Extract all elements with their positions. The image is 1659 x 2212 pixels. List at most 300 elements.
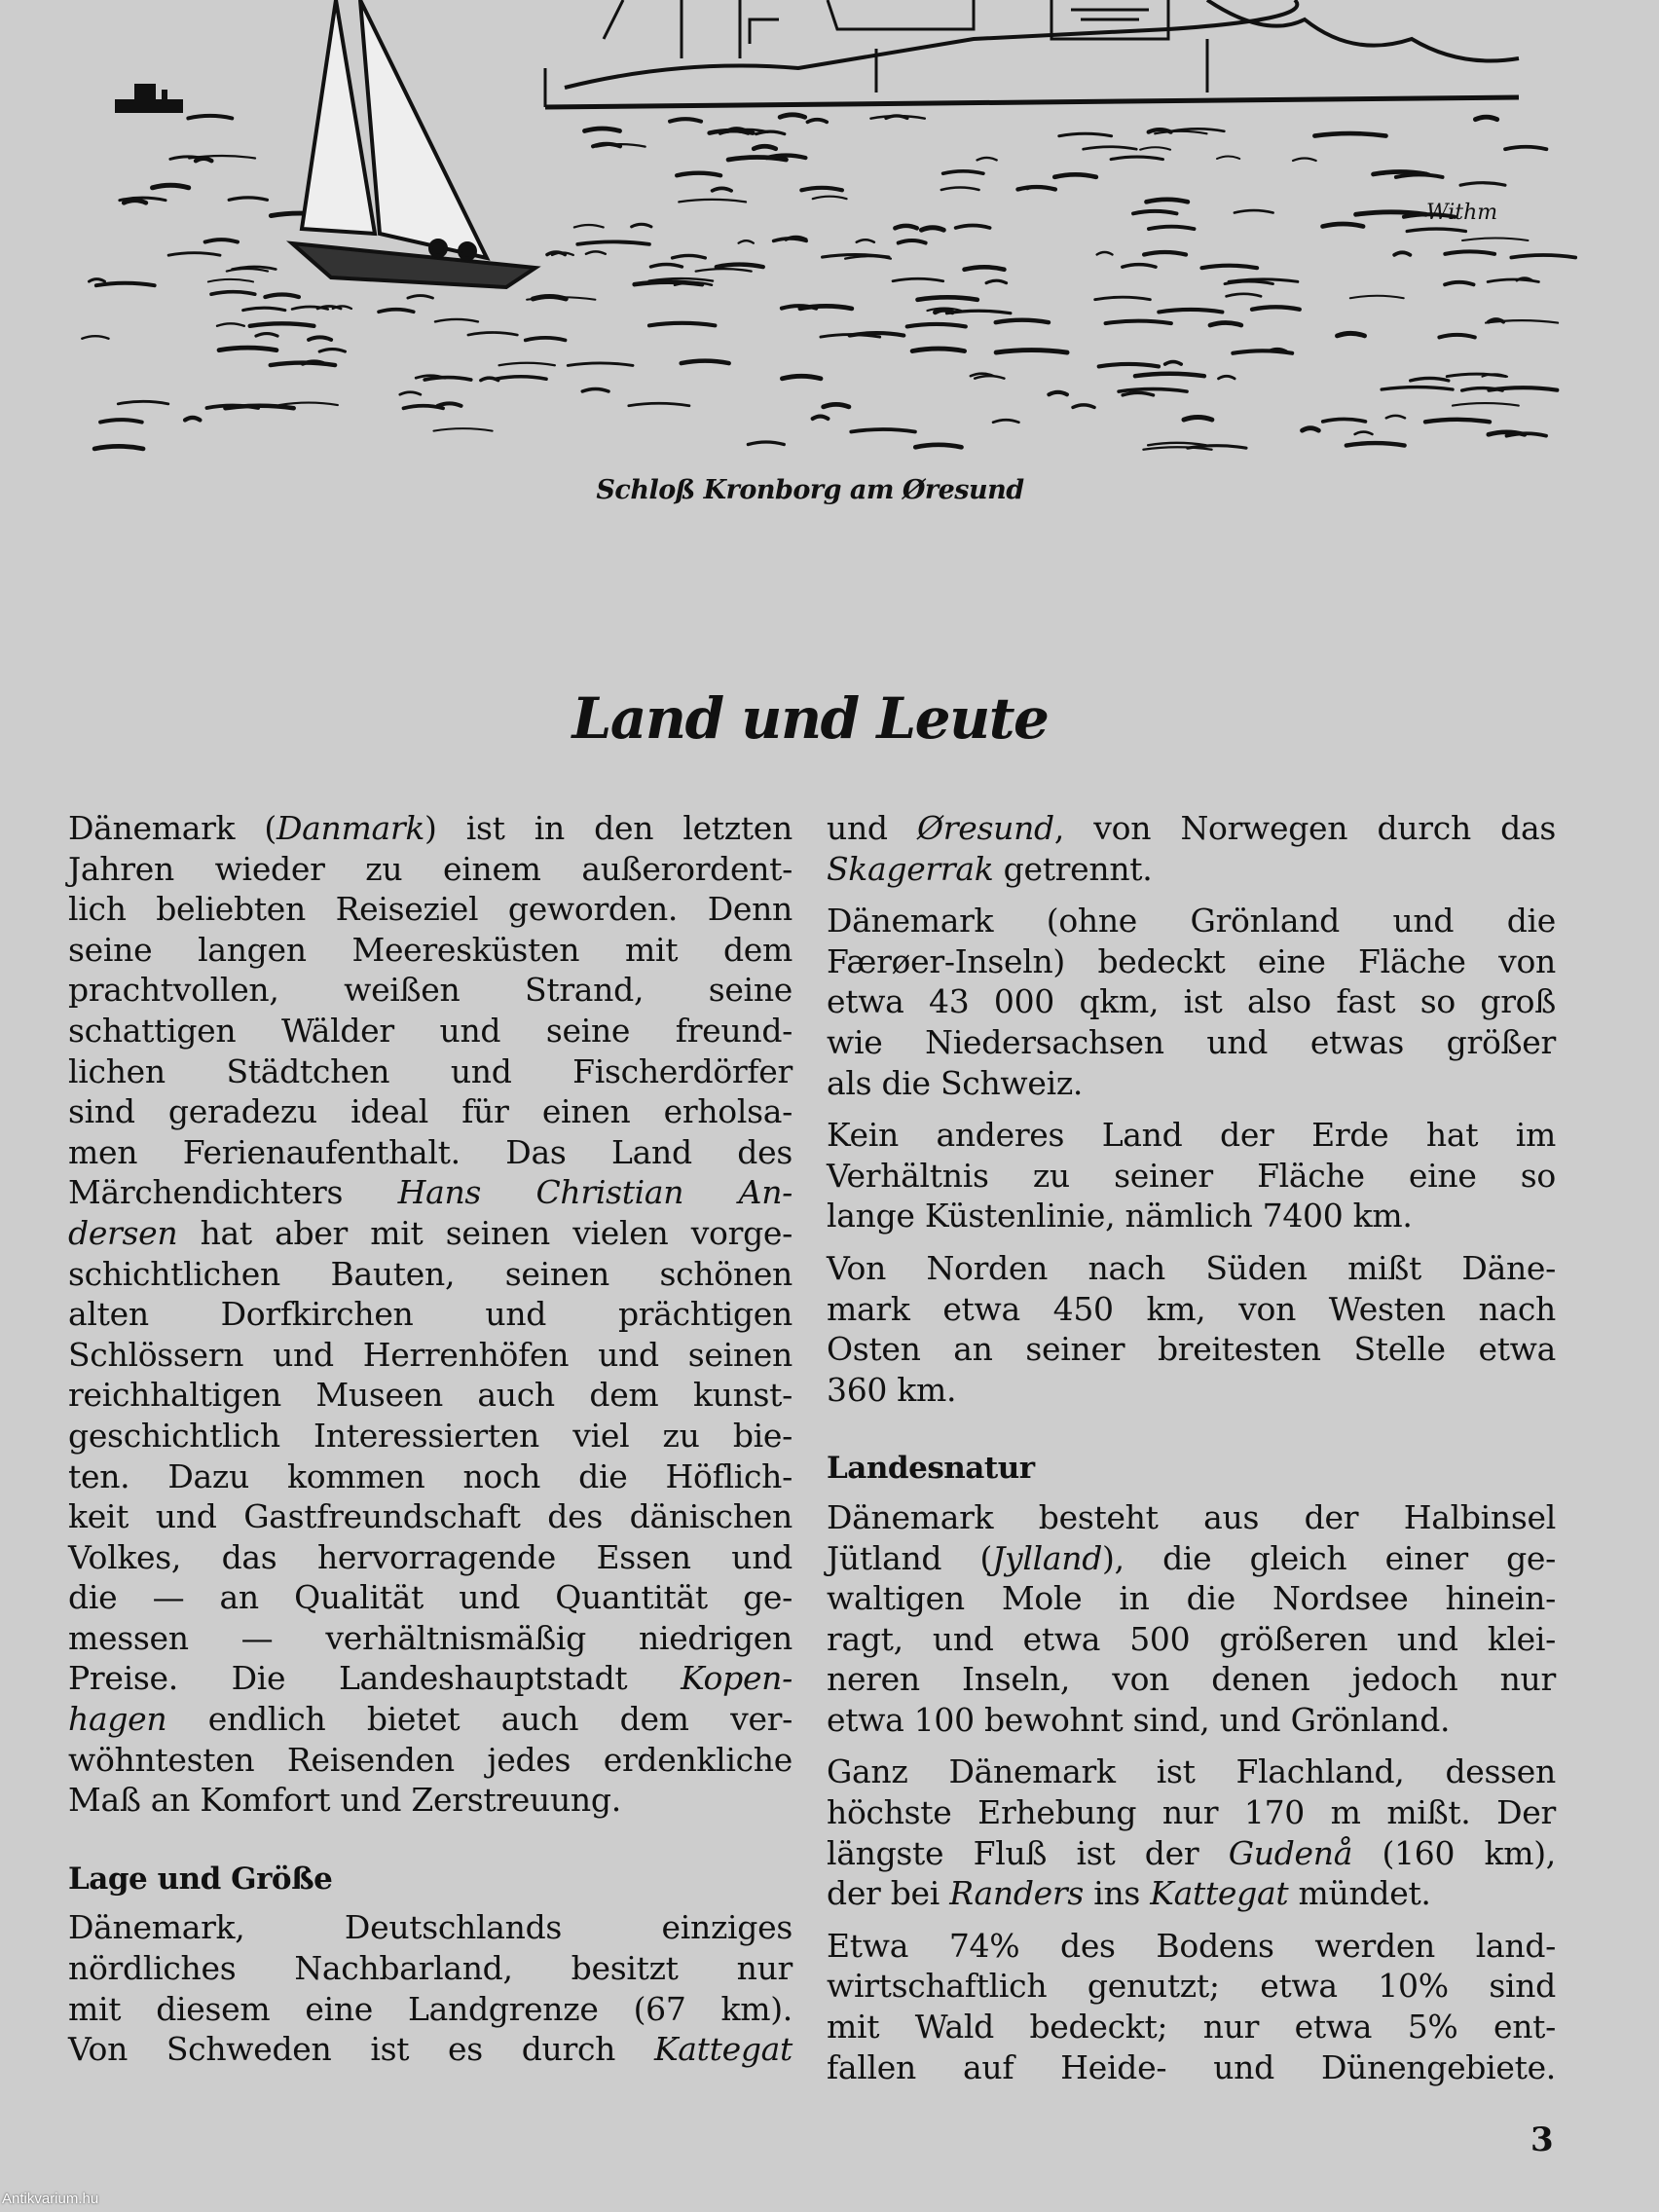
water-stroke <box>94 446 143 449</box>
water-stroke <box>677 173 720 176</box>
text-segment: ins <box>1084 1874 1151 1913</box>
water-stroke <box>1386 416 1405 419</box>
text-segment: endlich bietet auch dem ver- <box>166 1700 793 1739</box>
text-line <box>827 1700 1556 1741</box>
text-line <box>827 1289 1556 1330</box>
text-line <box>68 1907 793 1948</box>
text-segment: ) ist in den letzten <box>424 809 793 847</box>
water-stroke <box>585 129 620 131</box>
water-stroke <box>496 377 546 380</box>
text-line <box>827 1329 1556 1370</box>
artist-signature: Withm <box>1426 201 1498 225</box>
water-stroke <box>1084 147 1137 150</box>
water-stroke <box>975 376 1004 379</box>
sailboat-drawing <box>292 0 535 287</box>
water-stroke <box>243 308 285 311</box>
water-stroke <box>1097 252 1113 255</box>
text-segment: Dänemark, Deutschlands einziges <box>68 1908 793 1947</box>
water-stroke <box>986 280 1006 283</box>
text-segment: seine langen Meeresküsten mit dem <box>68 930 793 969</box>
watermark: Antikvarium.hu <box>2 2191 99 2207</box>
italic-term: Kopen- <box>681 1659 793 1698</box>
text-line <box>827 2007 1556 2047</box>
water-stroke <box>632 224 651 227</box>
page-number: 3 <box>1530 2120 1554 2159</box>
water-stroke <box>408 296 433 299</box>
text-segment: waltigen Mole in die Nordsee hinein- <box>827 1579 1556 1618</box>
text-segment: lichen Städtchen und Fischerdörfer <box>68 1051 793 1090</box>
water-stroke <box>1143 447 1211 450</box>
right-column <box>827 808 1556 2087</box>
water-stroke <box>756 131 785 134</box>
water-stroke <box>1184 418 1212 421</box>
water-stroke <box>977 158 997 161</box>
text-line <box>68 2029 793 2070</box>
water-stroke <box>1106 321 1171 324</box>
text-line <box>68 1577 793 1618</box>
text-line <box>827 1926 1556 1967</box>
text-line <box>68 889 793 930</box>
water-stroke <box>1486 320 1558 323</box>
text-line <box>827 1659 1556 1700</box>
water-stroke <box>682 361 729 364</box>
text-segment: hat aber mit seinen vielen vorge- <box>177 1213 793 1252</box>
text-line <box>68 1213 793 1254</box>
water-stroke <box>801 188 842 191</box>
text-segment: Märchendichters <box>68 1173 398 1212</box>
water-stroke <box>1135 374 1204 377</box>
water-stroke <box>956 226 990 229</box>
text-segment: Jahren wieder zu einem außerordent- <box>68 849 793 888</box>
water-stroke <box>1447 374 1505 377</box>
text-segment: Kein anderes Land der Erde hat im <box>827 1116 1556 1155</box>
text-line <box>68 1948 793 1989</box>
text-line <box>827 1022 1556 1063</box>
text-line <box>827 1578 1556 1619</box>
water-stroke <box>400 392 421 395</box>
text-line <box>68 849 793 890</box>
water-stroke <box>713 188 732 191</box>
text-line <box>827 1063 1556 1104</box>
water-stroke <box>227 269 268 272</box>
text-segment: schichtlichen Bauten, seinen schönen <box>68 1254 793 1293</box>
water-stroke <box>1219 376 1235 379</box>
italic-term: Kattegat <box>653 2030 793 2069</box>
text-line <box>827 1538 1556 1579</box>
text-segment: die — an Qualität und Quantität ge- <box>68 1578 793 1617</box>
text-line <box>68 1011 793 1051</box>
water-stroke <box>915 445 961 448</box>
italic-term: Gudenå <box>1228 1833 1353 1872</box>
text-segment: Dänemark besteht aus der Halbinsel <box>827 1497 1556 1536</box>
section-heading: Lage und Größe <box>68 1861 333 1897</box>
water-stroke <box>1123 265 1156 268</box>
water-stroke <box>1140 147 1170 150</box>
water-stroke <box>404 406 444 409</box>
text-line <box>68 1375 793 1416</box>
text-segment: Osten an seiner breitesten Stelle etwa <box>827 1330 1556 1369</box>
text-segment: und <box>827 809 918 847</box>
water-stroke <box>1165 362 1181 365</box>
text-line <box>827 808 1556 849</box>
water-stroke <box>1119 389 1187 392</box>
kronborg-castle-illustration <box>0 0 1659 458</box>
water-stroke <box>82 336 108 339</box>
water-stroke <box>1147 200 1188 203</box>
text-line <box>68 930 793 971</box>
water-stroke <box>1489 387 1557 390</box>
text-segment: mit Wald bedeckt; nur etwa 5% ent- <box>827 2008 1556 2046</box>
water-stroke <box>468 333 517 336</box>
water-stroke <box>582 388 608 391</box>
water-stroke <box>1475 117 1496 120</box>
text-segment: neren Inseln, von denen jedoch nur <box>827 1660 1556 1699</box>
text-segment: reichhaltigen Museen auch dem kunst- <box>68 1376 793 1415</box>
paragraph <box>827 1248 1556 1410</box>
text-segment: sind geradezu ideal für einen erholsa- <box>68 1092 793 1131</box>
water-stroke <box>211 292 255 295</box>
water-stroke <box>1445 251 1494 254</box>
water-stroke <box>993 420 1018 423</box>
text-line <box>827 849 1556 890</box>
water-stroke <box>217 323 244 326</box>
paragraph <box>68 1907 793 2069</box>
water-stroke <box>1462 239 1528 241</box>
water-stroke <box>946 311 1010 313</box>
text-line <box>68 1780 793 1821</box>
water-stroke <box>1355 432 1373 435</box>
text-line <box>68 1699 793 1740</box>
text-line <box>68 1051 793 1092</box>
water-stroke <box>1293 158 1316 161</box>
water-stroke <box>1338 333 1365 336</box>
water-stroke <box>256 334 277 337</box>
text-segment: mark etwa 450 km, von Westen nach <box>827 1289 1556 1328</box>
text-line <box>827 901 1556 941</box>
paragraph <box>827 1497 1556 1741</box>
italic-term: Jylland <box>992 1538 1103 1577</box>
water-stroke <box>526 338 566 341</box>
water-stroke <box>813 197 847 200</box>
text-line <box>68 1456 793 1497</box>
water-stroke <box>1511 255 1575 258</box>
water-stroke <box>271 363 335 366</box>
text-line <box>827 941 1556 982</box>
text-segment: fallen auf Heide- und Dünengebiete. <box>827 2047 1556 2086</box>
text-segment: Preise. Die Landeshauptstadt <box>68 1659 682 1698</box>
water-stroke <box>568 363 633 366</box>
text-line <box>68 1618 793 1659</box>
water-stroke <box>279 403 338 406</box>
water-stroke <box>1123 392 1153 395</box>
water-stroke <box>309 337 331 340</box>
water-stroke <box>577 241 649 244</box>
text-segment: Verhältnis zu seiner Fläche eine so <box>827 1156 1556 1195</box>
water-stroke <box>1073 405 1094 408</box>
text-line <box>827 1196 1556 1236</box>
text-segment: mündet. <box>1288 1874 1431 1913</box>
water-stroke <box>1323 419 1366 422</box>
water-stroke <box>1439 335 1474 338</box>
text-line <box>827 1833 1556 1874</box>
text-segment: etwa 100 bewohnt sind, und Grönland. <box>827 1700 1451 1739</box>
water-stroke <box>1148 443 1206 446</box>
water-stroke <box>265 295 299 298</box>
water-stroke <box>1382 387 1453 390</box>
water-stroke <box>650 265 682 268</box>
text-segment: ragt, und etwa 500 größeren und klei- <box>827 1619 1556 1658</box>
text-line <box>68 1335 793 1376</box>
italic-term: Skagerrak <box>827 849 994 888</box>
text-segment: Schlössern und Herrenhöfen und seinen <box>68 1335 793 1374</box>
water-stroke <box>748 442 784 445</box>
water-stroke <box>899 240 926 243</box>
water-stroke <box>1323 224 1363 227</box>
text-segment: als die Schweiz. <box>827 1063 1084 1102</box>
water-stroke <box>96 283 155 286</box>
paragraph <box>827 1115 1556 1236</box>
text-line <box>827 1751 1556 1792</box>
text-segment: Dänemark ( <box>68 809 276 847</box>
text-line <box>68 1172 793 1213</box>
text-line <box>68 970 793 1011</box>
water-stroke <box>1346 443 1405 446</box>
water-stroke <box>912 349 965 351</box>
water-stroke <box>813 417 829 420</box>
water-stroke <box>870 116 924 119</box>
water-stroke <box>153 185 189 188</box>
water-stroke <box>1411 378 1449 381</box>
text-segment: Maß an Komfort und Zerstreuung. <box>68 1781 621 1820</box>
water-strokes <box>82 115 1575 450</box>
water-stroke <box>1350 296 1404 299</box>
text-segment: geschichtlich Interessierten viel zu bie- <box>68 1416 793 1455</box>
water-stroke <box>185 418 200 421</box>
text-segment: Volkes, das hervorragende Essen und <box>68 1537 793 1576</box>
text-segment: Von Norden nach Süden mißt Däne- <box>827 1248 1556 1287</box>
water-stroke <box>728 158 786 161</box>
text-segment: schattigen Wälder und seine freund- <box>68 1011 793 1050</box>
water-stroke <box>499 363 555 366</box>
text-line <box>68 1132 793 1173</box>
text-segment: nördliches Nachbarland, besitzt nur <box>68 1949 793 1988</box>
text-segment: wirtschaftlich genutzt; etwa 10% sind <box>827 1967 1556 2006</box>
water-stroke <box>438 403 461 406</box>
water-stroke <box>533 296 566 299</box>
text-segment: Færøer-Inseln) bedeckt eine Fläche von <box>827 941 1556 980</box>
water-stroke <box>1049 392 1067 395</box>
water-stroke <box>824 404 849 407</box>
text-line <box>68 1294 793 1335</box>
paragraph <box>68 808 793 1821</box>
text-line <box>68 808 793 849</box>
water-stroke <box>754 146 776 149</box>
water-stroke <box>100 420 142 423</box>
text-line <box>68 1416 793 1456</box>
water-stroke <box>1210 322 1241 325</box>
water-stroke <box>679 200 746 203</box>
water-stroke <box>629 403 689 406</box>
ship-drawing <box>115 84 183 113</box>
water-stroke <box>1133 211 1177 214</box>
text-segment: prachtvollen, weißen Strand, seine <box>68 971 793 1010</box>
text-line <box>827 1156 1556 1197</box>
water-stroke <box>1505 147 1546 150</box>
water-stroke <box>1303 428 1319 431</box>
water-stroke <box>943 171 983 174</box>
water-stroke <box>379 310 414 313</box>
water-stroke <box>1059 133 1112 136</box>
water-stroke <box>996 350 1067 353</box>
text-segment: etwa 43 000 qkm, ist also fast so groß <box>827 982 1556 1021</box>
water-stroke <box>219 348 276 350</box>
water-stroke <box>649 323 715 326</box>
castle-drawing <box>545 0 1519 107</box>
text-line <box>68 1740 793 1781</box>
water-stroke <box>782 376 821 379</box>
text-segment: wie Niedersachsen und etwas größer <box>827 1022 1556 1061</box>
water-stroke <box>1111 157 1162 160</box>
italic-term: Hans Christian An- <box>397 1173 793 1212</box>
water-stroke <box>1460 183 1505 186</box>
text-segment: ten. Dazu kommen noch die Höflich- <box>68 1456 793 1495</box>
text-segment: messen — verhältnismäßig niedrigen <box>68 1618 793 1657</box>
water-stroke <box>188 116 232 119</box>
water-stroke <box>1314 133 1385 136</box>
water-stroke <box>918 297 977 300</box>
water-stroke <box>1453 403 1519 406</box>
text-segment: längste Fluß ist der <box>827 1833 1229 1872</box>
water-stroke <box>586 251 606 254</box>
text-line <box>68 1658 793 1699</box>
illustration-caption: Schloß Kronborg am Øresund <box>596 475 1024 505</box>
text-line <box>827 1966 1556 2007</box>
water-stroke <box>1235 210 1273 213</box>
paragraph <box>827 1926 1556 2087</box>
text-line <box>827 1873 1556 1914</box>
water-stroke <box>696 269 752 272</box>
text-segment: lich beliebten Reiseziel geworden. Denn <box>68 890 793 929</box>
text-line <box>827 2047 1556 2088</box>
water-stroke <box>1149 227 1195 230</box>
water-stroke <box>941 187 979 190</box>
text-segment: Von Schweden ist es durch <box>68 2030 654 2069</box>
text-line <box>827 1248 1556 1289</box>
water-stroke <box>739 240 754 243</box>
italic-term: Øresund <box>917 809 1054 847</box>
water-stroke <box>205 240 238 242</box>
text-segment: alten Dorfkirchen und prächtigen <box>68 1295 793 1334</box>
water-stroke <box>319 350 345 352</box>
text-line <box>68 1496 793 1537</box>
water-stroke <box>851 429 915 432</box>
water-stroke <box>965 267 1005 270</box>
text-line <box>827 1792 1556 1833</box>
text-line <box>827 1619 1556 1660</box>
text-segment: Ganz Dänemark ist Flachland, dessen <box>827 1752 1556 1791</box>
water-stroke <box>481 378 498 381</box>
text-line <box>827 981 1556 1022</box>
water-stroke <box>574 225 604 228</box>
water-stroke <box>921 228 943 231</box>
text-segment: keit und Gastfreundschaft des dänischen <box>68 1497 793 1536</box>
text-segment: lange Küstenlinie, nämlich 7400 km. <box>827 1197 1413 1235</box>
water-stroke <box>907 324 966 327</box>
water-stroke <box>673 255 706 258</box>
water-stroke <box>1217 156 1239 159</box>
water-stroke <box>893 278 943 281</box>
water-stroke <box>800 306 852 309</box>
water-stroke <box>1425 420 1490 423</box>
text-segment: ), die gleich einer ge- <box>1102 1538 1556 1577</box>
water-stroke <box>780 115 805 118</box>
italic-term: Randers <box>949 1874 1085 1913</box>
italic-term: dersen <box>68 1213 178 1252</box>
paragraph <box>827 1751 1556 1913</box>
text-line <box>68 1091 793 1132</box>
water-stroke <box>1155 131 1206 134</box>
text-segment: 360 km. <box>827 1370 957 1409</box>
text-segment: höchste Erhebung nur 170 m mißt. Der <box>827 1793 1556 1832</box>
left-column <box>68 808 793 2070</box>
water-stroke <box>1445 282 1473 285</box>
water-stroke <box>1252 307 1300 310</box>
italic-term: hagen <box>68 1700 167 1739</box>
water-stroke <box>1159 310 1222 313</box>
italic-term: Danmark <box>276 809 425 847</box>
text-segment: mit diesem eine Landgrenze (67 km). <box>68 1989 793 2028</box>
water-stroke <box>1225 281 1272 284</box>
text-line <box>68 1254 793 1295</box>
section-heading: Landesnatur <box>827 1451 1035 1487</box>
water-stroke <box>1095 297 1151 300</box>
water-stroke <box>1202 266 1258 269</box>
text-segment: Dänemark (ohne Grönland und die <box>827 902 1556 940</box>
water-stroke <box>229 198 267 201</box>
text-line <box>827 1370 1556 1411</box>
text-segment: , von Norwegen durch das <box>1053 809 1557 847</box>
water-stroke <box>208 279 253 282</box>
text-segment: getrennt. <box>993 849 1153 888</box>
water-stroke <box>807 120 827 123</box>
water-stroke <box>424 378 471 381</box>
water-stroke <box>895 226 916 229</box>
water-stroke <box>857 240 874 242</box>
water-stroke <box>89 279 104 282</box>
water-stroke <box>1394 252 1410 255</box>
water-stroke <box>1099 364 1159 367</box>
text-line <box>68 1989 793 2030</box>
water-stroke <box>433 428 492 431</box>
water-stroke <box>717 265 763 268</box>
text-segment: wöhntesten Reisenden jedes erdenkliche <box>68 1740 793 1779</box>
water-stroke <box>1227 294 1261 297</box>
water-stroke <box>124 201 146 203</box>
water-stroke <box>1054 174 1096 177</box>
water-stroke <box>996 320 1049 323</box>
text-segment: Jütland ( <box>827 1538 993 1577</box>
water-stroke <box>1144 252 1186 255</box>
paragraph <box>827 808 1556 889</box>
water-stroke <box>1396 174 1443 177</box>
water-stroke <box>118 401 168 404</box>
text-segment: Etwa 74% des Bodens werden land- <box>827 1926 1556 1965</box>
text-segment: (160 km), <box>1352 1833 1556 1872</box>
water-stroke <box>435 319 478 322</box>
italic-term: Kattegat <box>1150 1874 1289 1913</box>
water-stroke <box>1233 350 1292 353</box>
text-segment: der bei <box>827 1874 950 1913</box>
